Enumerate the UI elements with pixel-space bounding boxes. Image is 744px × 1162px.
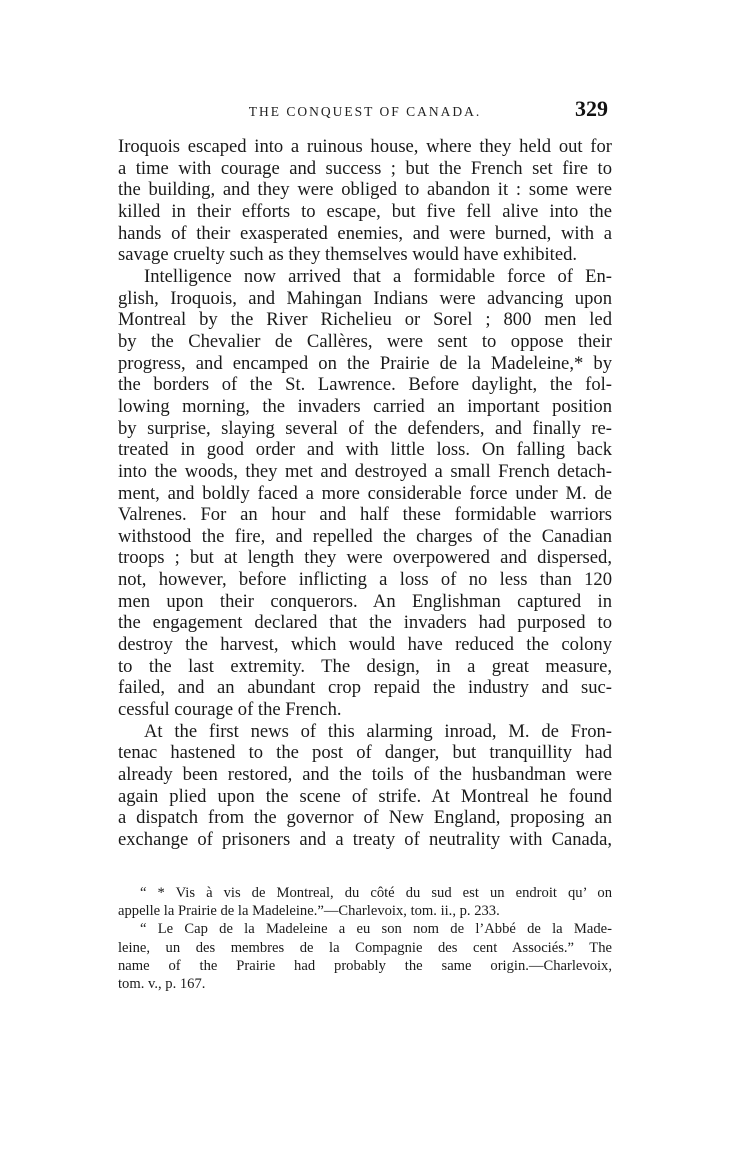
body-line: ment, and boldly faced a more considerable force under M. de — [118, 482, 612, 504]
body-line: a time with courage and success ; but the French set fire to — [118, 157, 612, 179]
body-line: withstood the fire, and repelled the charges of the Canadian — [118, 525, 612, 547]
body-line: men upon their conquerors. An Englishman captured in — [118, 590, 612, 612]
page-number: 329 — [575, 96, 608, 121]
body-line: again plied upon the scene of strife. At Montreal he found — [118, 785, 612, 807]
body-line: the borders of the St. Lawrence. Before daylight, the fol- — [118, 374, 612, 396]
body-line: treated in good order and with little loss. On falling back — [118, 439, 612, 461]
body-line: savage cruelty such as they themselves would have exhibited. — [118, 244, 578, 266]
body-line: by surprise, slaying several of the defenders, and finally re- — [118, 417, 612, 439]
body-line: failed, and an abundant crop repaid the industry and suc- — [118, 677, 612, 699]
footnote-line: appelle la Prairie de la Madeleine.”—Charlevoix, tom. ii., p. 233. — [118, 903, 500, 920]
running-head-title: THE CONQUEST OF CANADA. — [248, 104, 482, 119]
footnotes — [118, 884, 612, 993]
body-line: tenac hastened to the post of danger, but tranquillity had — [118, 742, 612, 764]
footnote-line: tom. v., p. 167. — [118, 976, 206, 993]
body-line: Iroquois escaped into a ruinous house, where they held out for — [118, 136, 612, 157]
running-head — [118, 96, 612, 126]
footnote-line: “ * Vis à vis de Montreal, du côté du sud est un endroit qu’ on — [140, 885, 612, 901]
body-line: lowing morning, the invaders carried an important position — [118, 395, 612, 417]
body-line: the building, and they were obliged to abandon it : some were — [118, 179, 612, 201]
body-line: by the Chevalier de Callères, were sent to oppose their — [118, 330, 612, 352]
body-line: Valrenes. For an hour and half these formidable warriors — [118, 504, 612, 526]
body-line: exchange of prisoners and a treaty of neutrality with Canada, — [118, 829, 612, 850]
body-line: cessful courage of the French. — [118, 699, 342, 721]
body-line: to the last extremity. The design, in a great measure, — [118, 655, 612, 677]
footnote-line: “ Le Cap de la Madeleine a eu son nom de l’Abbé de la Made- — [140, 921, 612, 938]
body-line: progress, and encamped on the Prairie de la Madeleine,* by — [118, 352, 612, 374]
body-line: already been restored, and the toils of the husbandman were — [118, 764, 612, 786]
body-line: the engagement declared that the invaders had purposed to — [118, 612, 612, 634]
body-text — [118, 136, 612, 851]
body-line: into the woods, they met and destroyed a small French detach- — [118, 460, 612, 482]
body-line: destroy the harvest, which would have reduced the colony — [118, 634, 612, 656]
body-line: glish, Iroquois, and Mahingan Indians were advancing upon — [118, 287, 612, 309]
footnote-line: leine, un des membres de la Compagnie des cent Associés.” The — [118, 939, 612, 956]
body-line: Montreal by the River Richelieu or Sorel ; 800 men led — [118, 309, 612, 331]
body-line: not, however, before inflicting a loss of no less than 120 — [118, 569, 612, 591]
body-line: a dispatch from the governor of New England, proposing an — [118, 807, 612, 829]
body-line: Intelligence now arrived that a formidable force of En- — [144, 265, 612, 287]
body-line: killed in their efforts to escape, but five fell alive into the — [118, 200, 612, 222]
body-line: hands of their exasperated enemies, and were burned, with a — [118, 222, 612, 244]
body-line: troops ; but at length they were overpowered and dispersed, — [118, 547, 612, 569]
footnote-line: name of the Prairie had probably the same origin.—Charlevoix, — [118, 957, 612, 974]
body-line: At the first news of this alarming inroad, M. de Fron- — [144, 720, 612, 742]
